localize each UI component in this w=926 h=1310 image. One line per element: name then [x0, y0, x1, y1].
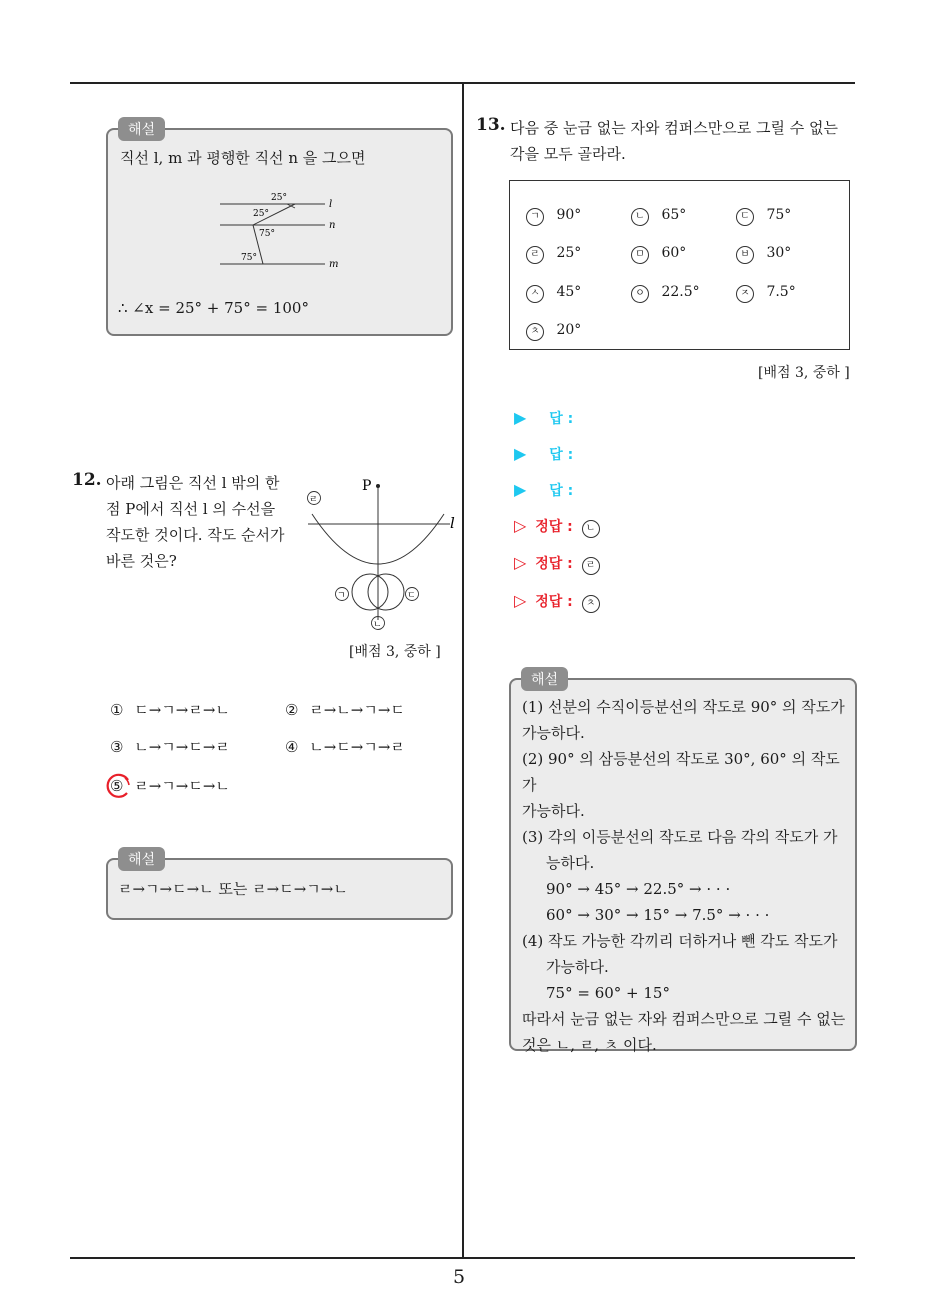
- correct-answer-1: [514, 516, 600, 538]
- correct-answer-2: [514, 553, 600, 575]
- choice-number: ④: [285, 738, 299, 756]
- angle-mark: ㅈ: [736, 285, 754, 303]
- question-13-score: [배점 3, 중하 ]: [758, 365, 850, 381]
- angle-mark: ㄱ: [526, 208, 544, 226]
- angle-mark: ㅁ: [631, 246, 649, 264]
- line-label-l: l: [329, 199, 333, 210]
- solution-13-line: 것은 ㄴ, ㄹ, ㅊ 이다.: [522, 1036, 657, 1054]
- angle-option: [526, 207, 581, 226]
- choice-number: ③: [110, 738, 124, 756]
- play-outline-icon: ▷: [514, 516, 527, 535]
- question-12-line: 바른 것은?: [106, 552, 177, 570]
- angle-option: [736, 207, 791, 226]
- question-12-line: 아래 그림은 직선 l 밖의 한: [106, 474, 280, 492]
- solution-13-line: 75° = 60° + 15°: [546, 984, 670, 1002]
- solution-13-line: 90° → 45° → 22.5° → · · ·: [546, 880, 731, 898]
- angle-label-25-top: 25°: [271, 193, 287, 203]
- perpendicular-construction-figure: [300, 474, 465, 634]
- line-label-m: m: [329, 259, 339, 270]
- mark-digeut-label: ㄷ: [407, 591, 416, 601]
- mark-giyeok-label: ㄱ: [337, 591, 346, 601]
- angle-value: 22.5°: [661, 284, 700, 300]
- angle-option: [526, 245, 581, 264]
- correct-answer-value: ㅊ: [582, 595, 600, 613]
- choice-number: ⑤: [110, 777, 124, 795]
- choice-number: ②: [285, 701, 299, 719]
- column-divider: [462, 83, 464, 1258]
- angle-label-75-mid: 75°: [259, 229, 275, 239]
- correct-answer-3: [514, 591, 600, 613]
- choice-3[interactable]: [110, 734, 230, 760]
- angle-option: [631, 284, 700, 303]
- choice-sequence: ㄹ→ㄱ→ㄷ→ㄴ: [134, 777, 230, 795]
- play-icon: ▶: [514, 444, 527, 463]
- solution-13-line: (1) 선분의 수직이등분선의 작도로 90° 의 작도가: [522, 698, 845, 716]
- angle-option: [736, 245, 791, 264]
- bottom-rule: [70, 1257, 855, 1259]
- question-13-line: 각을 모두 골라라.: [510, 145, 626, 163]
- solution-13-line: (3) 각의 이등분선의 작도로 다음 각의 작도가 가: [522, 828, 838, 846]
- angle-mark: ㅊ: [526, 323, 544, 341]
- play-icon: ▶: [514, 480, 527, 499]
- solution-tag-11: 해설: [118, 117, 165, 141]
- angle-value: 75°: [766, 207, 792, 223]
- question-12-line: 점 P에서 직선 l 의 수선을: [106, 500, 276, 518]
- answer-blank-2[interactable]: [514, 444, 573, 464]
- question-13-number: 13.: [476, 115, 506, 135]
- solution-11-intro: 직선 l, m 과 평행한 직선 n 을 그으면: [120, 149, 366, 167]
- choice-sequence: ㄹ→ㄴ→ㄱ→ㄷ: [309, 701, 405, 719]
- choice-sequence: ㄷ→ㄱ→ㄹ→ㄴ: [134, 701, 230, 719]
- answer-label: 답 :: [549, 411, 574, 427]
- angle-option: [526, 322, 581, 341]
- angle-option: [631, 207, 686, 226]
- question-13-text: [510, 115, 860, 167]
- angle-value: 60°: [661, 245, 687, 261]
- parallel-lines-figure: [215, 188, 355, 270]
- angle-value: 65°: [661, 207, 687, 223]
- angle-mark: ㄴ: [631, 208, 649, 226]
- angle-mark: ㅅ: [526, 285, 544, 303]
- play-outline-icon: ▷: [514, 553, 527, 572]
- angle-mark: ㄷ: [736, 208, 754, 226]
- angle-value: 30°: [766, 245, 792, 261]
- solution-13-line: 가능하다.: [522, 802, 585, 820]
- angle-option: [736, 284, 796, 303]
- answer-blank-3[interactable]: [514, 480, 573, 500]
- angle-mark: ㄹ: [526, 246, 544, 264]
- choice-4[interactable]: [285, 734, 405, 760]
- angle-mark: ㅂ: [736, 246, 754, 264]
- angle-value: 20°: [556, 322, 582, 338]
- answer-label: 답 :: [549, 483, 574, 499]
- selected-choice-mark: [103, 771, 133, 801]
- solution-13-body: [522, 694, 852, 1058]
- angle-option: [526, 284, 581, 303]
- solution-13-line: (2) 90° 의 삼등분선의 작도로 30°, 60° 의 작도가: [522, 750, 840, 794]
- page-number: 5: [453, 1266, 466, 1288]
- answer-blank-1[interactable]: [514, 408, 573, 428]
- angle-value: 90°: [556, 207, 582, 223]
- choice-1[interactable]: [110, 697, 230, 723]
- angle-label-25-mid: 25°: [253, 209, 269, 219]
- angle-label-75-bottom: 75°: [241, 253, 257, 263]
- solution-tag-12: 해설: [118, 847, 165, 871]
- mark-nieun-label: ㄴ: [373, 620, 382, 630]
- correct-answer-label: 정답 :: [535, 519, 573, 535]
- correct-answer-label: 정답 :: [535, 594, 573, 610]
- choice-sequence: ㄴ→ㄷ→ㄱ→ㄹ: [309, 738, 405, 756]
- solution-13-line: 능하다.: [546, 854, 595, 872]
- answer-label: 답 :: [549, 447, 574, 463]
- point-p-label: P: [362, 478, 372, 494]
- question-12-line: 작도한 것이다. 작도 순서가: [106, 526, 285, 544]
- angle-option: [631, 245, 686, 264]
- line-label-n: n: [329, 220, 336, 231]
- solution-13-line: (4) 작도 가능한 각끼리 더하거나 뺀 각도 작도가: [522, 932, 838, 950]
- angle-value: 45°: [556, 284, 582, 300]
- choice-2[interactable]: [285, 697, 405, 723]
- mark-rieul-label: ㄹ: [309, 495, 318, 505]
- correct-answer-value: ㄹ: [582, 557, 600, 575]
- solution-13-line: 가능하다.: [522, 724, 585, 742]
- solution-tag-13: 해설: [521, 667, 568, 691]
- question-12-text: [106, 470, 286, 574]
- question-12-number: 12.: [72, 470, 102, 490]
- line-l-label: l: [450, 514, 455, 532]
- choice-sequence: ㄴ→ㄱ→ㄷ→ㄹ: [134, 738, 230, 756]
- play-outline-icon: ▷: [514, 591, 527, 610]
- choice-number: ①: [110, 701, 124, 719]
- solution-13-line: 60° → 30° → 15° → 7.5° → · · ·: [546, 906, 770, 924]
- angle-value: 7.5°: [766, 284, 796, 300]
- solution-11-conclusion: ∴ ∠x = 25° + 75° = 100°: [118, 299, 309, 317]
- correct-answer-label: 정답 :: [535, 556, 573, 572]
- question-13-line: 다음 중 눈금 없는 자와 컴퍼스만으로 그릴 수 없는: [510, 119, 838, 137]
- question-12-score: [배점 3, 중하 ]: [349, 644, 441, 660]
- solution-13-line: 가능하다.: [546, 958, 609, 976]
- angle-value: 25°: [556, 245, 582, 261]
- play-icon: ▶: [514, 408, 527, 427]
- solution-13-line: 따라서 눈금 없는 자와 컴퍼스만으로 그릴 수 없는: [522, 1010, 846, 1028]
- correct-answer-value: ㄴ: [582, 520, 600, 538]
- solution-12-text: ㄹ→ㄱ→ㄷ→ㄴ 또는 ㄹ→ㄷ→ㄱ→ㄴ: [118, 880, 348, 898]
- angle-mark: ㅇ: [631, 285, 649, 303]
